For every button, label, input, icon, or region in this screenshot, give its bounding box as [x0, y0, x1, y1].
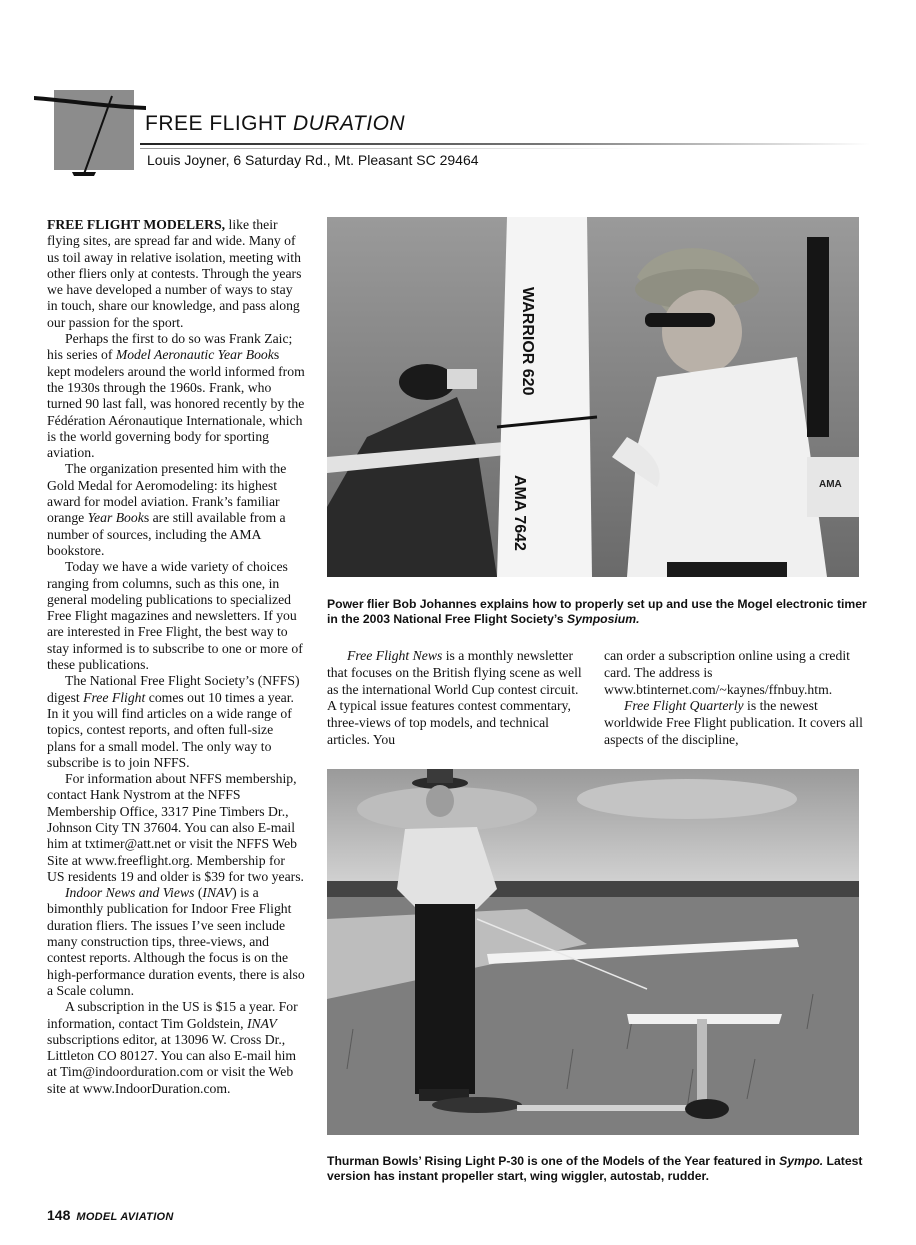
- photo-caption-1: Power flier Bob Johannes explains how to properly set up and use the Mogel electronic timer in the 2003 National Free Flight Society’s Symposium.: [327, 597, 867, 626]
- page-folio: [47, 1207, 174, 1223]
- department-title: FREE FLIGHT DURATION: [145, 112, 406, 135]
- photo-bob-johannes: [327, 217, 859, 577]
- page-number: 148: [47, 1207, 71, 1223]
- article-middle-column-b: [604, 648, 866, 749]
- sign-text-ama: AMA: [819, 479, 842, 490]
- paragraph: The National Free Flight Society’s (NFFS) digest Free Flight comes out 10 times a year. In it you will find articles on a wide range of topics, contest reports, and often full-size plans for a small model. The only way to subscribe is to join NFFS.: [47, 673, 300, 770]
- header-rule: [140, 143, 870, 145]
- department-logo: [32, 88, 150, 180]
- glider-silhouette-icon: [32, 88, 150, 180]
- header-rule-thin: [140, 148, 640, 149]
- paragraph: FREE FLIGHT MODELERS, like their flying sites, are spread far and wide. Many of us toil away in relative isolation, meeting with other fliers only at contests. Through the years we have developed a number of ways to stay in touch, share our knowledge, and pass along our passion for the sport.: [47, 217, 302, 330]
- paragraph: For information about NFFS membership, contact Hank Nystrom at the NFFS Membership Office, 3317 Pine Timbers Dr., Johnson City TN 37604. You can also E-mail him at txtimer@att.net or visit the NFFS Web Site at www.freeflight.org. Membership for US residents 19 and older is $39 for two years.: [47, 771, 304, 884]
- paragraph: Today we have a wide variety of choices ranging from columns, such as this one, in general modeling publications to specialized Free Flight magazines and newsletters. If you are interested in Free Flight, the best way to stay informed is to subscribe to one or more of these publications.: [47, 559, 303, 673]
- article-left-column: [47, 217, 305, 1097]
- author-byline: Louis Joyner, 6 Saturday Rd., Mt. Pleasant SC 29464: [147, 152, 479, 168]
- photo-caption-2: Thurman Bowls’ Rising Light P-30 is one of the Models of the Year featured in Sympo. Latest version has instant propeller start, wing wiggler, autostab, rudder.: [327, 1154, 863, 1183]
- paragraph: can order a subscription online using a credit card. The address is www.btinternet.com/~kaynes/ffnbuy.htm.: [604, 648, 850, 697]
- paragraph: Indoor News and Views (INAV) is a bimonthly publication for Indoor Free Flight duration fliers. The issues I’ve seen include many construction tips, three-views, and contest reports. Although the focus is on the high-performance duration events, there is also a Scale column.: [47, 885, 305, 998]
- paragraph: Perhaps the first to do so was Frank Zaic; his series of Model Aeronautic Year Books kept modelers around the world informed from the 1930s through the 1960s. Frank, who turned 90 last fall, was honored recently by the Fédération Aéronautique Internationale, which is the world governing body for sporting aviation.: [47, 331, 305, 461]
- photo-thurman-bowls: [327, 769, 859, 1135]
- paragraph: The organization presented him with the Gold Medal for Aeromodeling: its highest award for model aviation. Frank’s familiar orange Year Books are still available from a number of sources, including the AMA bookstore.: [47, 461, 287, 558]
- glider-text-warrior: WARRIOR 620: [519, 287, 536, 396]
- paragraph: A subscription in the US is $15 a year. For information, contact Tim Goldstein, INAV subscriptions editor, at 13096 W. Cross Dr., Littleton CO 80127. You can also E-mail him at Tim@indoorduration.com or visit the Web site at www.IndoorDuration.com.: [47, 999, 298, 1096]
- article-middle-column-a: [327, 648, 583, 749]
- paragraph: Free Flight Quarterly is the newest worldwide Free Flight publication. It covers all aspects of the discipline,: [604, 698, 863, 747]
- paragraph: Free Flight News is a monthly newsletter that focuses on the British flying scene as well as the international World Cup contest circuit. A typical issue features contest commentary, three-views of top models, and technical articles. You: [327, 648, 582, 747]
- magazine-name: MODEL AVIATION: [76, 1211, 174, 1223]
- glider-text-ama: AMA 7642: [511, 475, 528, 551]
